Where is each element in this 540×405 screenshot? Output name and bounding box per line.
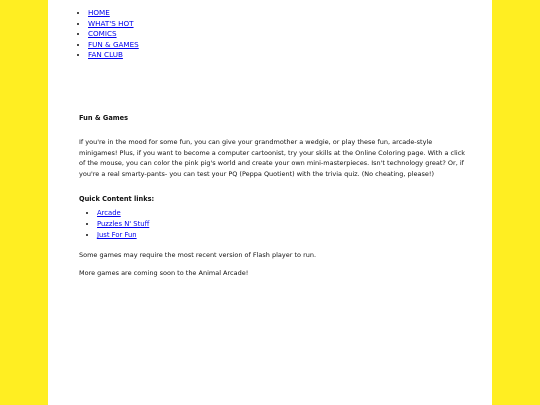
nav-link-whats-hot[interactable]: WHAT'S HOT bbox=[88, 18, 134, 28]
nav-link-fan-club[interactable]: FAN CLUB bbox=[88, 50, 123, 60]
left-yellow-band bbox=[0, 0, 48, 405]
nav-item-home bbox=[88, 8, 139, 19]
quick-link-item-puzzles bbox=[97, 219, 149, 230]
nav-link-fun-games[interactable]: FUN & GAMES bbox=[88, 39, 139, 49]
main-nav bbox=[78, 8, 139, 61]
quick-link-just-for-fun[interactable]: Just For Fun bbox=[97, 231, 137, 239]
nav-link-comics[interactable]: COMICS bbox=[88, 29, 117, 39]
intro-paragraph: If you're in the mood for some fun, you can give your grandmother a wedgie, or play these fun, arcade-style minigames! Plus, if you want to become a computer cartoonist, try your skills at the Online Coloring page. With a click of the mouse, you can color the pink pig's world and create your own mini-masterpieces. Isn't technology great? Or, if you're a real smarty-pants- you can test your PQ (Peppa Quotient) with the trivia quiz. (No cheating, please!) bbox=[79, 138, 466, 178]
nav-item-fun-games bbox=[88, 40, 139, 51]
quick-link-arcade[interactable]: Arcade bbox=[97, 209, 121, 217]
section-title: Fun & Games bbox=[79, 114, 129, 122]
quick-links-title: Quick Content links: bbox=[79, 195, 155, 203]
nav-link-home[interactable]: HOME bbox=[88, 8, 110, 17]
more-games-note: More games are coming soon to the Animal Arcade! bbox=[79, 269, 249, 277]
quick-link-item-arcade bbox=[97, 208, 149, 219]
quick-link-puzzles[interactable]: Puzzles N' Stuff bbox=[97, 220, 150, 228]
page-content bbox=[48, 0, 492, 405]
nav-item-comics bbox=[88, 29, 139, 40]
flash-note: Some games may require the most recent version of Flash player to run. bbox=[79, 251, 317, 259]
right-yellow-band bbox=[492, 0, 540, 405]
nav-item-fan-club bbox=[88, 50, 139, 61]
quick-link-item-just-for-fun bbox=[97, 230, 149, 241]
nav-item-whats-hot bbox=[88, 19, 139, 30]
quick-links-list bbox=[88, 208, 149, 241]
